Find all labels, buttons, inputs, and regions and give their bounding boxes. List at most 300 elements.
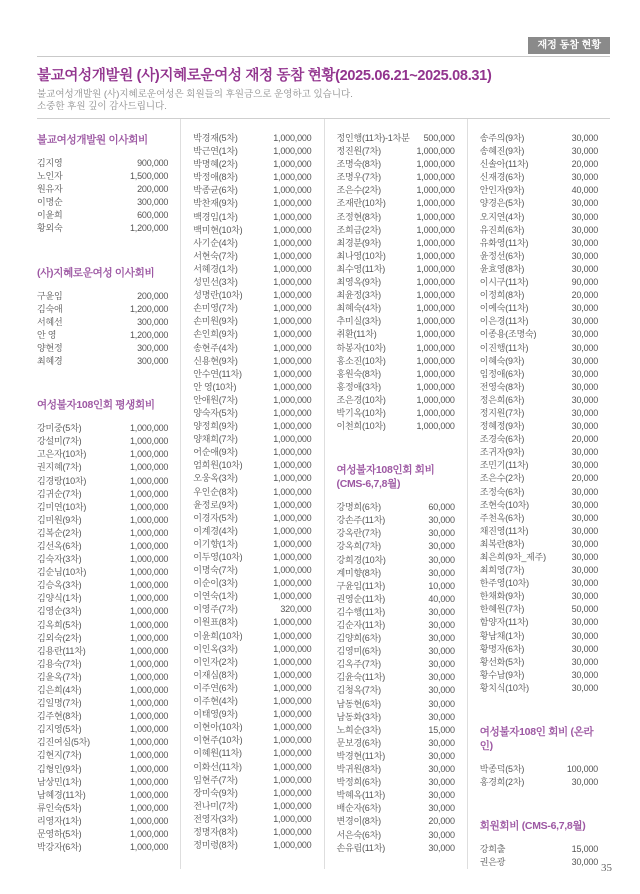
donor-name: 김일명(7차) (37, 698, 82, 709)
donor-name: 정미령(8차) (193, 840, 238, 851)
donor-name: 남혜경(11차) (37, 789, 86, 800)
donor-name: 최희영(7차) (479, 565, 525, 576)
donor-name: 조명우(7차) (336, 172, 381, 183)
donor-name: 홍소진(10차) (336, 355, 386, 366)
donor-name: 이태영(9차) (193, 709, 238, 720)
donor-name: 권영순(11차) (336, 593, 386, 604)
section-heading (37, 266, 168, 280)
donor-row (193, 551, 311, 564)
donor-amount: 1,000,000 (130, 501, 169, 512)
donor-amount: 1,000,000 (130, 619, 169, 630)
donor-row (480, 394, 598, 407)
donor-amount: 1,000,000 (273, 316, 312, 327)
donor-row (193, 263, 311, 276)
donor-amount: 1,000,000 (416, 224, 455, 235)
donor-amount: 1,000,000 (416, 394, 455, 405)
donor-name: 최경분(9차) (336, 237, 381, 248)
donor-row (337, 197, 455, 210)
donor-name: 김순님(10차) (37, 567, 87, 578)
donor-amount: 1,000,000 (273, 447, 312, 458)
donor-row (337, 211, 455, 224)
donor-name: 이혜원(11차) (193, 748, 242, 759)
donor-amount: 300,000 (137, 356, 169, 367)
donor-name: 황치식(10차) (479, 682, 529, 693)
donor-amount: 30,000 (571, 381, 598, 392)
donor-amount: 40,000 (428, 593, 455, 604)
donor-amount: 1,000,000 (273, 512, 312, 523)
donor-amount: 1,000,000 (273, 669, 312, 680)
donor-name: 이경자(5차) (193, 512, 238, 523)
donor-name: 이순이(3차) (193, 578, 238, 589)
donor-row (337, 289, 455, 302)
donor-amount: 300,000 (137, 342, 169, 353)
donor-name: 이주연(6차) (193, 682, 238, 693)
donor-name: 박귀원(8차) (336, 764, 381, 775)
donor-name: 정은희(6차) (479, 394, 525, 405)
page-category-badge: 재정 동참 현황 (528, 37, 610, 54)
donor-amount: 30,000 (571, 329, 598, 340)
donor-amount: 1,000,000 (130, 671, 169, 682)
donor-amount: 30,000 (428, 842, 455, 853)
donor-name: 남동화(3차) (336, 711, 381, 722)
donor-amount: 1,000,000 (416, 237, 455, 248)
donor-amount: 200,000 (137, 184, 169, 195)
donor-amount: 1,000,000 (130, 632, 169, 643)
donor-name: 최나영(10차) (336, 250, 386, 261)
donor-row (193, 132, 311, 145)
donor-amount: 1,000,000 (130, 488, 169, 499)
donor-name: 문영하(5차) (37, 829, 82, 840)
donor-row (37, 209, 168, 222)
section-heading-line: 여성불자108인회 회비 (336, 464, 435, 477)
donor-name: 황선화(5차) (479, 656, 525, 667)
donor-amount: 1,000,000 (130, 462, 169, 473)
donor-row (37, 776, 168, 789)
donor-row (37, 514, 168, 527)
donor-row (193, 721, 311, 734)
donor-amount: 1,000,000 (130, 750, 169, 761)
donor-amount: 1,000,000 (273, 735, 312, 746)
donor-row (337, 645, 455, 658)
donor-amount: 1,000,000 (273, 591, 312, 602)
donor-amount: 1,000,000 (416, 146, 455, 157)
donor-name: 박경현(11차) (336, 750, 386, 761)
donor-amount: 300,000 (137, 316, 169, 327)
donor-row (37, 841, 168, 854)
donor-name: 최수영(11차) (336, 263, 386, 274)
donor-name: 양채희(7차) (193, 434, 238, 445)
donor-name: 오웅옥(3차) (193, 473, 238, 484)
page-number: 35 (601, 862, 612, 874)
donor-row (37, 697, 168, 710)
donor-name: 박종덕(5차) (479, 764, 525, 775)
donor-amount: 30,000 (571, 224, 598, 235)
donor-row (193, 669, 311, 682)
donor-amount: 320,000 (280, 604, 312, 615)
donor-row (37, 789, 168, 802)
donor-name: 조정현(8차) (336, 211, 381, 222)
donor-amount: 1,000,000 (273, 722, 312, 733)
donor-amount: 500,000 (423, 133, 455, 143)
donor-name: 원유자 (37, 184, 63, 195)
donor-row (193, 839, 311, 852)
donor-name: 박경재(5차) (193, 133, 238, 143)
donor-name: 홍경희(2차) (479, 777, 525, 788)
donor-name: 김영미(6차) (336, 646, 381, 657)
donor-amount: 15,000 (571, 844, 598, 855)
donor-row (337, 789, 455, 802)
donor-amount: 30,000 (571, 355, 598, 366)
donor-row (337, 711, 455, 724)
donor-name: 이혜숙(9차) (479, 355, 525, 366)
donor-row (37, 196, 168, 209)
donor-amount: 30,000 (571, 172, 598, 183)
donor-name: 이명순 (37, 197, 63, 208)
donor-name: 김미원(9차) (37, 514, 82, 525)
donor-name: 최복란(8차) (479, 538, 525, 549)
donor-name: 이주현(4차) (193, 696, 238, 707)
donor-row (337, 407, 455, 420)
donor-amount: 900,000 (137, 158, 169, 168)
donor-name: 이화선(11차) (193, 761, 242, 772)
donor-row (193, 224, 311, 237)
donor-row (337, 342, 455, 355)
donor-amount: 1,000,000 (273, 578, 312, 589)
donor-name: 손유림(11차) (336, 842, 386, 853)
donor-amount: 30,000 (571, 669, 598, 680)
donor-name: 변경이(8차) (336, 816, 381, 827)
donor-row (37, 475, 168, 488)
donor-row (193, 381, 311, 394)
donor-row (193, 276, 311, 289)
donor-name: 김승옥(3차) (37, 580, 82, 591)
donor-name: 이예숙(11차) (479, 303, 529, 314)
donor-row (337, 815, 455, 828)
donor-row (337, 171, 455, 184)
donor-amount: 1,000,000 (130, 514, 169, 525)
donor-amount: 30,000 (571, 368, 598, 379)
donor-row (480, 315, 598, 328)
donor-amount: 30,000 (571, 211, 598, 222)
donor-name: 박명혜(2차) (193, 159, 238, 170)
donor-amount: 30,000 (428, 659, 455, 670)
donor-amount: 1,000,000 (273, 290, 312, 301)
donor-rows-group (480, 132, 598, 695)
section-heading-line: (사)지혜로운여성 이사회비 (37, 266, 155, 279)
donor-amount: 30,000 (428, 777, 455, 788)
donor-amount: 30,000 (428, 554, 455, 565)
donor-name: 송혜진(9차) (479, 146, 525, 157)
donor-row (37, 763, 168, 776)
donor-name: 김용란(11차) (37, 645, 86, 656)
donor-amount: 30,000 (571, 460, 598, 471)
section-heading (337, 463, 455, 491)
donor-name: 전영숙(8차) (479, 381, 525, 392)
donor-amount: 15,000 (428, 724, 455, 735)
donor-name: 남동현(6차) (336, 698, 381, 709)
donor-name: 김순자(11차) (336, 620, 386, 630)
donor-name: 문보경(6차) (336, 737, 381, 748)
section-heading-line: 여성불자108인 회비 (온라인) (479, 726, 594, 753)
donor-row (193, 643, 311, 656)
donor-name: 윤효영(8차) (479, 263, 525, 274)
donor-name: 김옥주(7차) (336, 659, 381, 670)
donor-name: 배순자(6차) (336, 803, 381, 814)
donor-name: 김은희(4차) (37, 685, 82, 695)
donor-name: 리영자(1차) (37, 815, 82, 826)
donor-amount: 1,000,000 (130, 449, 169, 460)
donor-amount: 1,000,000 (273, 774, 312, 785)
donor-name: 최윤정(3차) (336, 290, 381, 301)
donor-amount: 1,000,000 (273, 133, 312, 143)
donor-name: 취환(11차) (336, 329, 377, 340)
donor-name: 하봉자(10차) (336, 342, 386, 353)
donor-amount: 30,000 (428, 803, 455, 814)
donor-name: 박정희(6차) (336, 777, 381, 788)
donor-amount: 30,000 (571, 499, 598, 510)
donor-name: 강희출 (479, 844, 506, 855)
donor-row (193, 328, 311, 341)
donor-amount: 30,000 (571, 643, 598, 654)
donor-name: 안수연(11차) (193, 368, 242, 379)
donor-name: 김미연(10차) (37, 501, 87, 512)
donor-column-3 (324, 119, 467, 869)
donor-row (337, 763, 455, 776)
donor-amount: 30,000 (571, 407, 598, 418)
donor-row (480, 276, 598, 289)
donor-amount: 1,000,000 (273, 460, 312, 471)
donor-row (193, 603, 311, 616)
donor-row (480, 433, 598, 446)
donor-amount: 30,000 (571, 303, 598, 314)
section-heading-line: (CMS-6,7,8월) (336, 478, 401, 491)
donor-name: 정지원(7차) (479, 407, 525, 418)
donor-name: 이인자(2차) (193, 656, 238, 667)
donor-row (337, 580, 455, 593)
donor-name: 오지연(4차) (479, 211, 525, 222)
donor-amount: 1,000,000 (130, 763, 169, 774)
donor-name: 김경랑(10차) (37, 475, 87, 486)
donor-amount: 1,000,000 (273, 682, 312, 693)
donor-name: 이종용(조명숙) (479, 329, 537, 340)
donor-name: 주천옥(6차) (479, 512, 525, 523)
donor-amount: 30,000 (571, 316, 598, 327)
donor-row (480, 856, 598, 869)
donor-amount: 1,000,000 (416, 263, 455, 274)
donor-amount: 1,000,000 (416, 172, 455, 183)
donor-name: 함양자(11차) (479, 617, 529, 628)
donor-row (480, 158, 598, 171)
donor-name: 성명란(10차) (193, 290, 243, 301)
donor-amount: 1,000,000 (273, 630, 312, 641)
donor-row (37, 802, 168, 815)
donor-amount: 30,000 (571, 591, 598, 602)
donor-row (37, 303, 168, 316)
donor-row (337, 567, 455, 580)
donor-name: 양현정 (37, 342, 63, 353)
donor-row (337, 606, 455, 619)
donor-amount: 30,000 (428, 646, 455, 657)
donor-amount: 30,000 (571, 857, 598, 868)
donor-row (193, 171, 311, 184)
donor-amount: 1,000,000 (273, 198, 312, 209)
donor-row (337, 698, 455, 711)
donor-amount: 1,000,000 (130, 789, 169, 800)
donor-name: 홍정애(3차) (336, 381, 381, 392)
donor-amount: 1,000,000 (273, 656, 312, 667)
donor-row (480, 499, 598, 512)
donor-name: 김선옥(6차) (37, 540, 82, 551)
donor-row (193, 459, 311, 472)
donor-row (37, 448, 168, 461)
donor-amount: 1,000,000 (130, 475, 169, 486)
donor-name: 이현주(10차) (193, 735, 243, 746)
donor-amount: 1,000,000 (416, 368, 455, 379)
donor-amount: 30,000 (571, 421, 598, 432)
donor-row (480, 669, 598, 682)
donor-row (37, 736, 168, 749)
donor-row (337, 145, 455, 158)
donor-row (337, 658, 455, 671)
donor-row (480, 843, 598, 856)
donor-amount: 1,000,000 (416, 329, 455, 340)
donor-row (37, 222, 168, 235)
donor-amount: 30,000 (571, 525, 598, 536)
donor-name: 서혜선 (37, 316, 63, 327)
donor-row (337, 593, 455, 606)
donor-name: 박찬재(9차) (193, 198, 238, 209)
donor-name: 강옥란(7차) (336, 528, 381, 539)
donor-row (337, 750, 455, 763)
donor-row (480, 682, 598, 695)
donor-row (193, 237, 311, 250)
donor-row (193, 355, 311, 368)
donor-amount: 20,000 (428, 816, 455, 827)
donor-row (193, 774, 311, 787)
donor-amount: 1,000,000 (273, 263, 312, 274)
donor-row (193, 747, 311, 760)
donor-name: 조정숙(6차) (479, 486, 525, 497)
donor-amount: 30,000 (428, 737, 455, 748)
donor-amount: 1,000,000 (130, 776, 169, 787)
donor-row (480, 446, 598, 459)
donor-name: 이계경(4차) (193, 525, 238, 536)
donor-amount: 1,000,000 (416, 303, 455, 314)
donor-name: 김외숙(2차) (37, 632, 82, 643)
donor-name: 계미향(8차) (336, 567, 381, 578)
donor-row (193, 695, 311, 708)
donor-name: 구윤임 (37, 290, 63, 301)
donor-amount: 30,000 (571, 656, 598, 667)
donor-row (480, 564, 598, 577)
donor-row (337, 632, 455, 645)
donor-amount: 600,000 (137, 210, 169, 221)
donor-row (193, 787, 311, 800)
donor-row (480, 355, 598, 368)
donor-row (193, 407, 311, 420)
donor-row (480, 302, 598, 315)
donor-amount: 1,000,000 (130, 802, 169, 813)
donor-row (480, 250, 598, 263)
donor-name: 권은광 (479, 857, 506, 868)
donor-amount: 1,000,000 (416, 407, 455, 418)
donor-name: 양정희(9차) (193, 421, 238, 432)
donor-row (480, 551, 598, 564)
donor-amount: 1,000,000 (273, 709, 312, 720)
donor-row (193, 656, 311, 669)
donor-amount: 1,000,000 (130, 606, 169, 617)
donor-name: 황외숙 (37, 223, 63, 234)
subtitle-line-1: 불교여성개발원 (사)지혜로운여성은 회원들의 후원금으로 운영하고 있습니다. (37, 89, 353, 100)
donor-name: 백경임(1차) (193, 211, 238, 222)
donor-amount: 1,000,000 (273, 787, 312, 798)
donor-row (193, 761, 311, 774)
donor-name: 조은수(2차) (479, 473, 525, 484)
section-heading (37, 133, 168, 147)
donor-amount: 1,000,000 (273, 761, 312, 772)
donor-row (193, 197, 311, 210)
donor-amount: 1,000,000 (273, 565, 312, 576)
donor-amount: 1,000,000 (273, 826, 312, 837)
donor-amount: 1,000,000 (130, 815, 169, 826)
donor-amount: 1,000,000 (273, 696, 312, 707)
donor-amount: 1,000,000 (130, 658, 169, 669)
donor-name: 이인옥(3차) (193, 643, 238, 654)
donor-amount: 1,000,000 (416, 211, 455, 222)
donor-amount: 30,000 (428, 672, 455, 683)
donor-row (37, 566, 168, 579)
donor-name: 최은희(9차_제주) (479, 552, 546, 562)
donor-name: 사기순(4차) (193, 237, 238, 248)
donor-amount: 30,000 (428, 829, 455, 840)
donor-amount: 1,000,000 (416, 198, 455, 209)
donor-amount: 20,000 (571, 473, 598, 484)
donor-name: 이천희(10차) (336, 421, 386, 432)
donor-row (193, 446, 311, 459)
donor-amount: 1,000,000 (416, 185, 455, 196)
donor-name: 이윤희 (37, 210, 63, 221)
donor-amount: 1,500,000 (130, 171, 169, 182)
donor-name: 박종균(6차) (193, 185, 238, 196)
donor-name: 고은자(10차) (37, 449, 87, 460)
donor-row (37, 170, 168, 183)
donor-row (193, 368, 311, 381)
donor-amount: 1,000,000 (130, 554, 169, 565)
donor-row (480, 289, 598, 302)
donor-name: 김윤숙(11차) (336, 672, 386, 683)
donor-row (337, 276, 455, 289)
donor-name: 서은숙(6차) (336, 829, 381, 840)
donor-name: 송주의(9차) (479, 133, 525, 143)
donor-name: 손인희(9차) (193, 329, 238, 340)
donor-name: 채진영(11차) (479, 525, 529, 536)
donor-amount: 1,000,000 (273, 525, 312, 536)
donor-name: 이정희(8차) (479, 290, 525, 301)
donor-rows-group (337, 501, 455, 855)
donor-row (337, 368, 455, 381)
donor-name: 장미숙(9차) (193, 787, 238, 798)
donor-amount: 1,000,000 (273, 329, 312, 340)
donor-name: 유진희(6차) (479, 224, 525, 235)
donor-amount: 30,000 (571, 447, 598, 458)
donor-row (193, 394, 311, 407)
donor-row (337, 501, 455, 514)
donor-amount: 1,000,000 (130, 724, 169, 735)
donor-row (37, 183, 168, 196)
donor-rows-group (480, 763, 598, 789)
donor-name: 조재란(10차) (336, 198, 386, 209)
donor-name: 김현지(7차) (37, 750, 82, 761)
